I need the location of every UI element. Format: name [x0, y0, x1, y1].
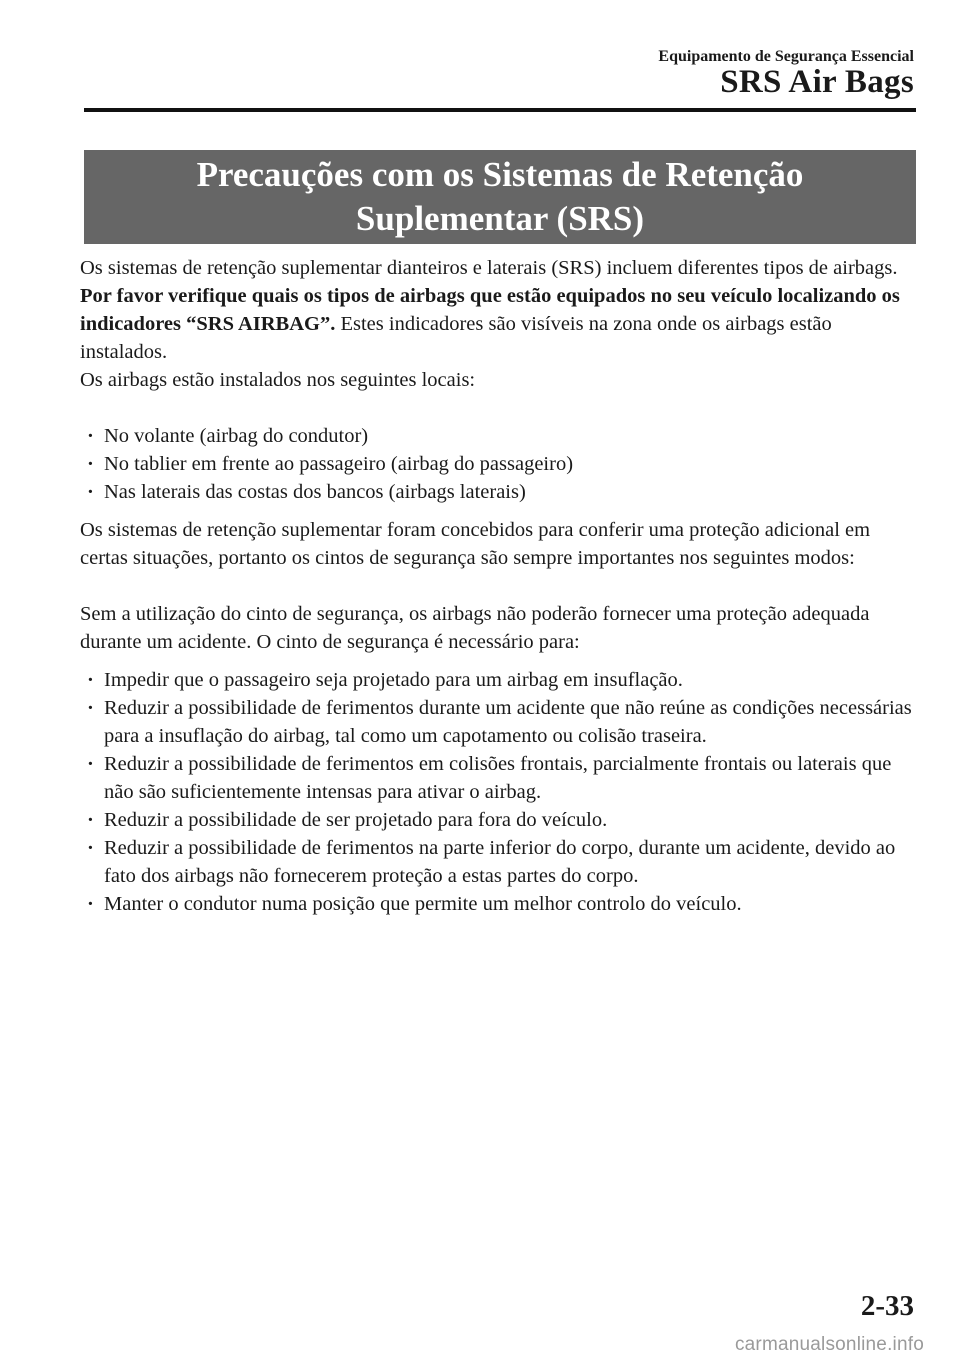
spacer — [80, 572, 916, 600]
safety-belt-paragraph: Os sistemas de retenção suplementar foram concebidos para conferir uma proteção adicional em certas situações, portanto os cintos de segurança são sempre importantes nos seguintes modos: — [80, 519, 871, 569]
list-item-text: Reduzir a possibilidade de ferimentos em colisões frontais, parcialmente frontais ou laterais que não são suficientemente intensas para ativar o airbag. — [104, 753, 892, 803]
main-content — [80, 254, 916, 918]
bullet-icon: · — [87, 425, 94, 447]
purposes-list — [80, 666, 916, 918]
intro-bold-text: Por favor verifique quais os tipos de airbags que estão equipados no seu veículo localizando os indicadores “SRS AIRBAG”. — [80, 285, 900, 335]
bullet-icon: · — [87, 697, 94, 719]
bullet-icon: · — [87, 809, 94, 831]
spacer — [80, 394, 916, 422]
watermark: carmanualsonline.info — [734, 1334, 924, 1355]
spacer — [80, 656, 916, 666]
list-item-text: Nas laterais das costas dos bancos (airbags laterais) — [104, 481, 526, 503]
list-item-text: Reduzir a possibilidade de ferimentos na parte inferior do corpo, durante um acidente, devido ao fato dos airbags não fornecerem proteção a estas partes do corpo. — [104, 837, 896, 887]
list-item — [80, 666, 916, 694]
list-item — [80, 450, 916, 478]
header-divider — [84, 108, 916, 112]
list-item — [80, 694, 916, 750]
list-item — [80, 834, 916, 890]
bullet-icon: · — [87, 753, 94, 775]
list-item — [80, 478, 916, 506]
bullet-icon: · — [87, 453, 94, 475]
header-section-label: Equipamento de Segurança Essencial — [658, 48, 914, 65]
intro-text-1: Os sistemas de retenção suplementar dianteiros e laterais (SRS) incluem diferentes tipos de airbags. — [80, 257, 898, 279]
list-item — [80, 750, 916, 806]
belt-necessity-paragraph: Sem a utilização do cinto de segurança, os airbags não poderão fornecer uma proteção adequada durante um acidente. O cinto de segurança é necessário para: — [80, 603, 870, 653]
list-item — [80, 422, 916, 450]
intro-text-2: Estes indicadores são visíveis na zona onde os airbags estão instalados. — [80, 313, 832, 363]
bullet-icon: · — [87, 481, 94, 503]
section-title-banner — [84, 150, 916, 244]
page-number: 2-33 — [860, 1290, 914, 1322]
locations-list — [80, 422, 916, 506]
intro-paragraph — [80, 254, 916, 366]
list-item-text: Manter o condutor numa posição que permite um melhor controlo do veículo. — [104, 893, 742, 915]
bullet-icon: · — [87, 893, 94, 915]
list-item-text: Impedir que o passageiro seja projetado para um airbag em insuflação. — [104, 669, 683, 691]
list-item-text: No volante (airbag do condutor) — [104, 425, 369, 447]
section-title: Precauções com os Sistemas de Retenção Suplementar (SRS) — [196, 155, 804, 238]
locations-intro: Os airbags estão instalados nos seguintes locais: — [80, 369, 476, 391]
list-item-text: No tablier em frente ao passageiro (airbag do passageiro) — [104, 453, 574, 475]
list-item — [80, 806, 916, 834]
bullet-icon: · — [87, 669, 94, 691]
list-item — [80, 890, 916, 918]
list-item-text: Reduzir a possibilidade de ser projetado para fora do veículo. — [104, 809, 608, 831]
list-item-text: Reduzir a possibilidade de ferimentos durante um acidente que não reúne as condições necessárias para a insuflação do airbag, tal como um capotamento ou colisão traseira. — [104, 697, 912, 747]
header-title: SRS Air Bags — [720, 64, 914, 100]
bullet-icon: · — [87, 837, 94, 859]
spacer — [80, 506, 916, 516]
